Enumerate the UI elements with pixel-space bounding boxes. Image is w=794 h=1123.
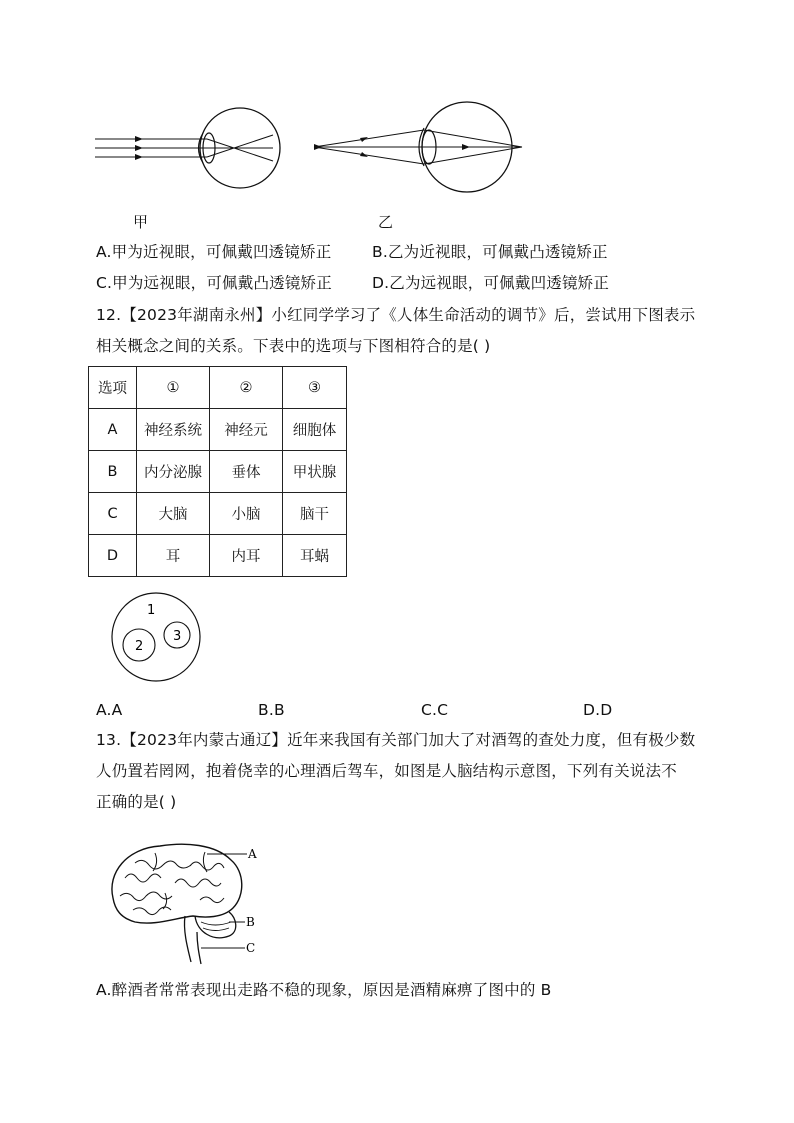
table-header-cell: 选项 xyxy=(89,367,137,409)
table-cell: 神经系统 xyxy=(137,409,210,451)
circle-label-2: 2 xyxy=(135,639,144,654)
table-cell: 甲状腺 xyxy=(283,451,347,493)
table-row xyxy=(89,535,347,577)
q11-option-b: B.乙为近视眼，可佩戴凸透镜矫正 xyxy=(372,243,608,261)
table-header-cell: ③ xyxy=(283,367,347,409)
table-cell: 大脑 xyxy=(137,493,210,535)
q12-option-d: D.D xyxy=(583,701,613,719)
table-cell: 耳 xyxy=(137,535,210,577)
table-header-cell: ② xyxy=(210,367,283,409)
q12-stem-line1: 12.【2023年湖南永州】小红同学学习了《人体生命活动的调节》后，尝试用下图表示 xyxy=(96,306,696,324)
table-cell: 内耳 xyxy=(210,535,283,577)
q12-option-b: B.B xyxy=(258,701,285,719)
table-cell: D xyxy=(89,535,137,577)
table-cell: 细胞体 xyxy=(283,409,347,451)
eye-diagram-right xyxy=(312,100,527,195)
eye-diagram-left xyxy=(95,105,295,195)
table-cell: B xyxy=(89,451,137,493)
circle-label-3: 3 xyxy=(173,629,182,644)
q12-options-table xyxy=(88,366,347,577)
table-cell: A xyxy=(89,409,137,451)
q11-option-c: C.甲为远视眼，可佩戴凸透镜矫正 xyxy=(96,274,332,292)
q11-option-d: D.乙为远视眼，可佩戴凹透镜矫正 xyxy=(372,274,610,292)
table-cell: 内分泌腺 xyxy=(137,451,210,493)
eye-label-jia: 甲 xyxy=(133,213,149,231)
brain-label-a: A xyxy=(248,847,257,861)
brain-label-c: C xyxy=(246,941,256,955)
q11-option-a: A.甲为近视眼，可佩戴凹透镜矫正 xyxy=(96,243,332,261)
q13-stem-line3: 正确的是( ) xyxy=(96,793,177,811)
q12-option-c: C.C xyxy=(421,701,449,719)
table-row xyxy=(89,493,347,535)
table-cell: 小脑 xyxy=(210,493,283,535)
brain-label-b: B xyxy=(246,915,255,929)
table-row xyxy=(89,409,347,451)
q12-stem-line2: 相关概念之间的关系。下表中的选项与下图相符合的是( ) xyxy=(96,337,491,355)
q13-stem-line1: 13.【2023年内蒙古通辽】近年来我国有关部门加大了对酒驾的查处力度，但有极少数 xyxy=(96,731,696,749)
concept-circles-diagram xyxy=(110,592,202,682)
table-cell: 垂体 xyxy=(210,451,283,493)
table-header-cell: ① xyxy=(137,367,210,409)
table-cell: 耳蜗 xyxy=(283,535,347,577)
table-cell: 神经元 xyxy=(210,409,283,451)
q13-stem-line2: 人仍置若罔网，抱着侥幸的心理酒后驾车，如图是人脑结构示意图，下列有关说法不 xyxy=(96,762,677,780)
brain-diagram xyxy=(105,838,265,968)
table-cell: 脑干 xyxy=(283,493,347,535)
q13-option-a: A.醉酒者常常表现出走路不稳的现象，原因是酒精麻痹了图中的 B xyxy=(96,981,552,999)
table-row xyxy=(89,451,347,493)
eye-label-yi: 乙 xyxy=(378,213,394,231)
table-cell: C xyxy=(89,493,137,535)
table-header-row xyxy=(89,367,347,409)
circle-label-1: 1 xyxy=(147,603,156,618)
q12-option-a: A.A xyxy=(96,701,123,719)
